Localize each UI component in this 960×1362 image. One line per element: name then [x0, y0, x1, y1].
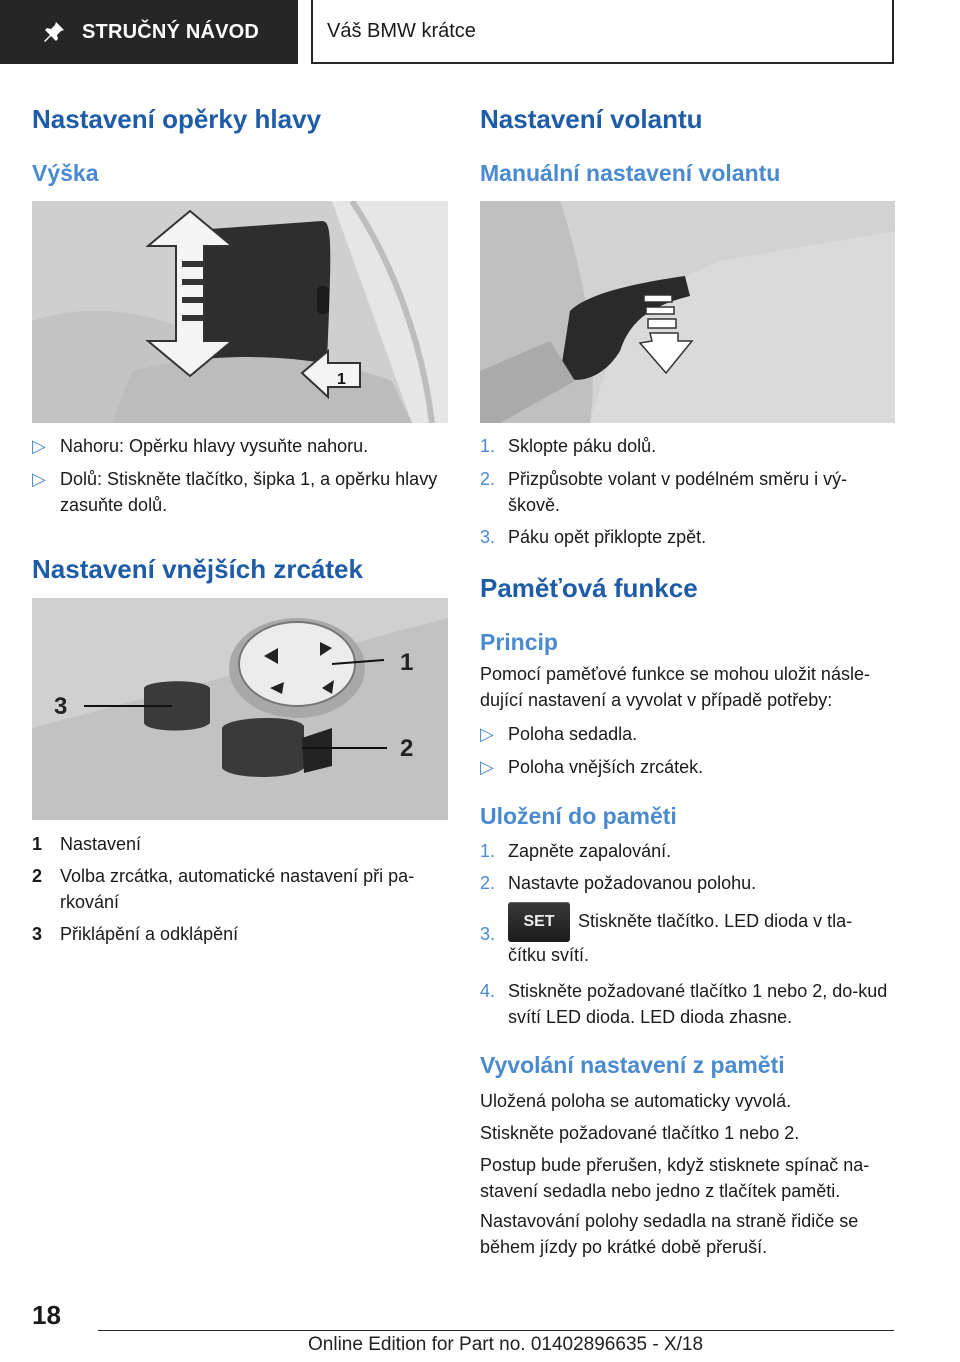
- edition-text: Online Edition for Part no. 01402896635 - X/18: [308, 1334, 704, 1355]
- fig2-callout: 3: [54, 693, 68, 720]
- page-number: 18: [32, 1300, 61, 1330]
- section-tab-label: STRUČNÝ NÁVOD: [82, 20, 260, 43]
- set-button[interactable]: SET: [508, 902, 570, 942]
- height-subheading: Výška: [32, 160, 99, 186]
- fig1-callout: 1: [337, 371, 346, 388]
- step-text: Stiskněte tlačítko. LED dioda v tla-čítku svítí.: [508, 910, 853, 965]
- section-tab[interactable]: [0, 0, 298, 64]
- manual-steering-subheading: Manuální nastavení volantu: [480, 160, 781, 186]
- chapter-title: Váš BMW krátce: [311, 0, 894, 64]
- steering-lever-illustration: [480, 201, 895, 423]
- fig2-callout: 1: [400, 649, 414, 676]
- mirrors-heading: Nastavení vnějších zrcátek: [32, 554, 363, 584]
- memory-heading: Paměťová funkce: [480, 573, 698, 603]
- fig2-callout: 2: [400, 735, 414, 762]
- paragraph: Uložená poloha se automaticky vyvolá.: [480, 1091, 792, 1111]
- paragraph: Postup bude přerušen, když stisknete spínač na-stavení sedadla nebo jedno z tlačítek paměti.: [480, 1155, 870, 1201]
- princip-subheading: Princip: [480, 629, 558, 655]
- paragraph: Nastavování polohy sedadla na straně řidiče se během jízdy po krátké době přeruší.: [480, 1211, 859, 1257]
- steering-heading: Nastavení volantu: [480, 104, 703, 134]
- save-subheading: Uložení do paměti: [480, 803, 677, 829]
- headrest-heading: Nastavení opěrky hlavy: [32, 104, 322, 134]
- recall-subheading: Vyvolání nastavení z paměti: [480, 1052, 785, 1078]
- mirror-controls-illustration: [32, 598, 448, 820]
- paragraph: Stiskněte požadované tlačítko 1 nebo 2.: [480, 1123, 800, 1143]
- pin-icon: [42, 20, 66, 44]
- footer-divider: [98, 1330, 894, 1331]
- princip-text: Pomocí paměťové funkce se mohou uložit násle-dující nastavení a vyvolat v případě potřeby:: [480, 664, 870, 710]
- headrest-illustration: [32, 201, 448, 423]
